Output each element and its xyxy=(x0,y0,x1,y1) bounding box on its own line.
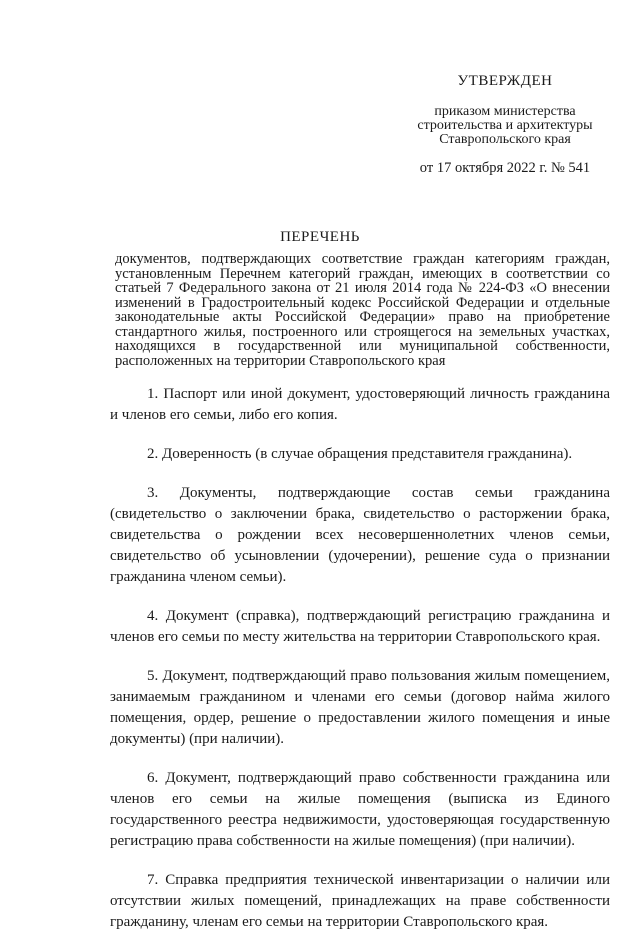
list-item: 4. Документ (справка), подтверждающий регистрацию гражданина и членов его семьи по месту жительства на территории Ставропольского края. xyxy=(110,608,610,645)
list-item: 3. Документы, подтверждающие состав семьи гражданина (свидетельство о заключении брака, свидетельство о расторжении брака, свидетельства о рождении всех несовершеннолетних членов семьи, свидетельство об усыновлении (удочерении), решение суда о признании гражданина членом семьи). xyxy=(110,485,610,585)
list-item: 5. Документ, подтверждающий право пользования жилым помещением, занимаемым гражданином и членами его семьи (договор найма жилого помещения, ордер, решение о предоставлении жилого помещения и иные документы) (при наличии). xyxy=(110,668,610,747)
list-item: 6. Документ, подтверждающий право собственности гражданина или членов его семьи на жилые помещения (выписка из Единого государственного реестра недвижимости, удостоверяющая государственную регистрацию права собственности на жилые помещения) (при наличии). xyxy=(110,770,610,849)
document-subtitle: документов, подтверждающих соответствие граждан категориям граждан, установленным Перечнем категорий граждан, имеющих в соответствии со статьей 7 Федерального закона от 21 июля 2014 года № 224-ФЗ «О внесении изменений в Градостроительный кодекс Российской Федерации и отдельные законодательные акты Российской Федерации» право на приобретение стандартного жилья, построенного или строящегося на земельных участках, находящихся в государственной или муниципальной собственности, расположенных на территории Ставропольского края xyxy=(115,251,610,369)
approval-stamp xyxy=(400,72,610,177)
approval-order: приказом министерства строительства и архитектуры Ставропольского края xyxy=(417,104,593,147)
list-item: 2. Доверенность (в случае обращения представителя гражданина). xyxy=(147,446,573,462)
document-title: ПЕРЕЧЕНЬ xyxy=(280,229,360,245)
approval-date: от 17 октября 2022 г. № 541 xyxy=(419,160,591,176)
document-list xyxy=(110,384,610,951)
approval-title: УТВЕРЖДЕН xyxy=(457,73,553,89)
list-item: 1. Паспорт или иной документ, удостоверяющий личность гражданина и членов его семьи, либо его копия. xyxy=(110,386,610,423)
list-item: 7. Справка предприятия технической инвентаризации о наличии или отсутствии жилых помещений, принадлежащих на праве собственности гражданину, членам его семьи на территории Ставропольского края. xyxy=(110,872,610,930)
